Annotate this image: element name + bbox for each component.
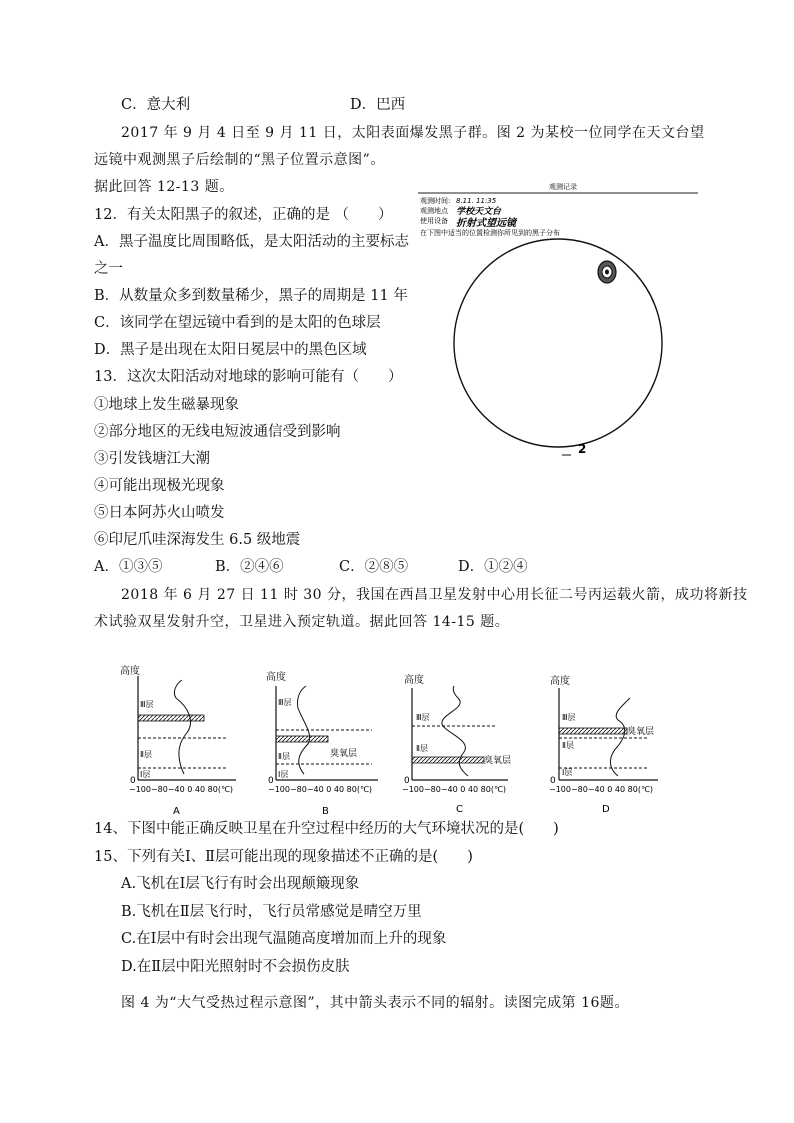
panel-c-label: C <box>456 804 463 815</box>
panel-c <box>402 673 511 815</box>
y-axis-label: 高度 <box>120 666 140 677</box>
q13-choice-a: A．①③⑤ <box>94 559 163 575</box>
q12-option-d: D．黑子是出现在太阳日冕层中的黑色区域 <box>94 342 367 358</box>
y-axis-label: 高度 <box>266 672 286 683</box>
intro-12-13-line1: 2017 年 9 月 4 日至 9 月 11 日，太阳表面爆发黑子群。图 2 为某校一位同学在天文台望 <box>121 125 705 141</box>
panel-d <box>549 674 658 815</box>
x-axis-ticks: −100−80−40 0 40 80(℃) <box>402 785 507 794</box>
layer-2-label: Ⅱ层 <box>140 750 152 759</box>
observation-instruction: 在下图中适当的位置检测你所见到的黑子分布 <box>420 229 560 237</box>
layer-3-label: Ⅲ层 <box>562 713 576 722</box>
option-c-italy: C．意大利 <box>121 97 191 113</box>
observation-record-header: 观测记录 <box>549 183 577 191</box>
q13-choice-c: C．②⑧⑤ <box>339 559 409 575</box>
panel-b <box>266 670 378 817</box>
q15-option-b: B.飞机在Ⅱ层飞行时，飞行员常感觉是晴空万里 <box>121 904 422 920</box>
q13-item-2: ②部分地区的无线电短波通信受到影响 <box>94 424 341 440</box>
intro-14-15-line2: 术试验双星发射升空，卫星进入预定轨道。据此回答 14-15 题。 <box>94 614 510 630</box>
layer-3-label: Ⅲ层 <box>140 700 154 709</box>
x-axis-ticks: −100−80−40 0 40 80(℃) <box>129 785 234 794</box>
q13-item-4: ④可能出现极光现象 <box>94 478 225 494</box>
x-axis-ticks: −100−80−40 0 40 80(℃) <box>268 785 373 794</box>
panel-d-label: D <box>602 804 610 815</box>
q13-choice-b: B．②④⑥ <box>215 559 284 575</box>
observation-time-value: 8.11. 11:35 <box>456 197 497 205</box>
figure2-caption-number: 2 <box>578 442 587 456</box>
q14-stem: 14、下图中能正确反映卫星在升空过程中经历的大气环境状况的是( ) <box>94 821 559 837</box>
q15-option-c: C.在Ⅰ层中有时会出现气温随高度增加而上升的现象 <box>121 931 447 947</box>
sunspot-observation-figure <box>418 178 698 463</box>
q12-option-a: A．黑子温度比周围略低，是太阳活动的主要标志 <box>94 234 409 250</box>
origin-label: 0 <box>404 776 410 786</box>
observation-equipment-value: 折射式望远镜 <box>456 218 516 229</box>
layer-3-label: Ⅲ层 <box>278 698 292 707</box>
layer-1-label: Ⅰ层 <box>278 770 289 779</box>
layer-1-label: Ⅰ层 <box>562 768 573 777</box>
q15-stem: 15、下列有关Ⅰ、Ⅱ层可能出现的现象描述不正确的是( ) <box>94 849 473 865</box>
intro-12-13-line2: 远镜中观测黑子后绘制的“黑子位置示意图”。 <box>94 152 385 168</box>
q15-option-a: A.飞机在Ⅰ层飞行有时会出现颠簸现象 <box>121 876 360 892</box>
y-axis-label: 高度 <box>550 676 570 687</box>
origin-label: 0 <box>130 776 136 786</box>
x-axis-ticks: −100−80−40 0 40 80(℃) <box>549 785 654 794</box>
observation-equipment-label: 使用设备 <box>420 217 448 225</box>
sunspot-mark <box>598 261 616 283</box>
q12-option-c: C．该同学在望远镜中看到的是太阳的色球层 <box>94 315 381 331</box>
y-axis-label: 高度 <box>404 675 424 686</box>
q13-choice-d: D．①②④ <box>458 559 528 575</box>
intro-14-15-line1: 2018 年 6 月 27 日 11 时 30 分，我国在西昌卫星发射中心用长征二号丙运载火箭，成功将新技 <box>121 587 748 603</box>
q13-item-1: ①地球上发生磁暴现象 <box>94 397 239 413</box>
q13-item-6: ⑥印尼爪哇深海发生 6.5 级地震 <box>94 532 301 548</box>
atmosphere-layers-figure <box>118 662 678 822</box>
layer-3-label: Ⅲ层 <box>416 713 430 722</box>
observation-place-value: 学校天文台 <box>456 207 502 217</box>
option-d-brazil: D．巴西 <box>350 97 406 113</box>
q13-item-3: ③引发钱塘江大潮 <box>94 451 210 467</box>
origin-label: 0 <box>550 776 556 786</box>
panel-a <box>120 664 236 817</box>
observation-place-label: 观测地点 <box>420 207 448 215</box>
ozone-layer-label: 臭氧层 <box>484 756 512 766</box>
q15-option-d: D.在Ⅱ层中阳光照射时不会损伤皮肤 <box>121 959 350 975</box>
q12-option-b: B．从数量众多到数量稀少，黑子的周期是 11 年 <box>94 288 408 304</box>
q13-stem: 13．这次太阳活动对地球的影响可能有（ ） <box>94 369 403 385</box>
layer-2-label: Ⅱ层 <box>416 744 428 753</box>
ozone-layer-label: 臭氧层 <box>627 727 655 737</box>
panel-b-label: B <box>322 806 329 817</box>
layer-2-label: Ⅱ层 <box>278 752 290 761</box>
layer-1-label: Ⅰ层 <box>140 770 151 779</box>
origin-label: 0 <box>268 776 274 786</box>
intro-12-13-line3: 据此回答 12-13 题。 <box>94 179 234 195</box>
layer-2-label: Ⅱ层 <box>562 741 574 750</box>
sun-disk <box>454 239 662 447</box>
observation-time-label: 观测时间: <box>420 197 451 205</box>
q12-option-a-cont: 之一 <box>94 261 123 277</box>
q13-item-5: ⑤日本阿苏火山喷发 <box>94 505 225 521</box>
ozone-layer-label: 臭氧层 <box>330 749 358 759</box>
panel-a-label: A <box>173 806 180 817</box>
q12-stem: 12．有关太阳黑子的叙述，正确的是 （ ） <box>94 207 393 223</box>
intro-16: 图 4 为“大气受热过程示意图”，其中箭头表示不同的辐射。读图完成第 16题。 <box>121 995 629 1011</box>
